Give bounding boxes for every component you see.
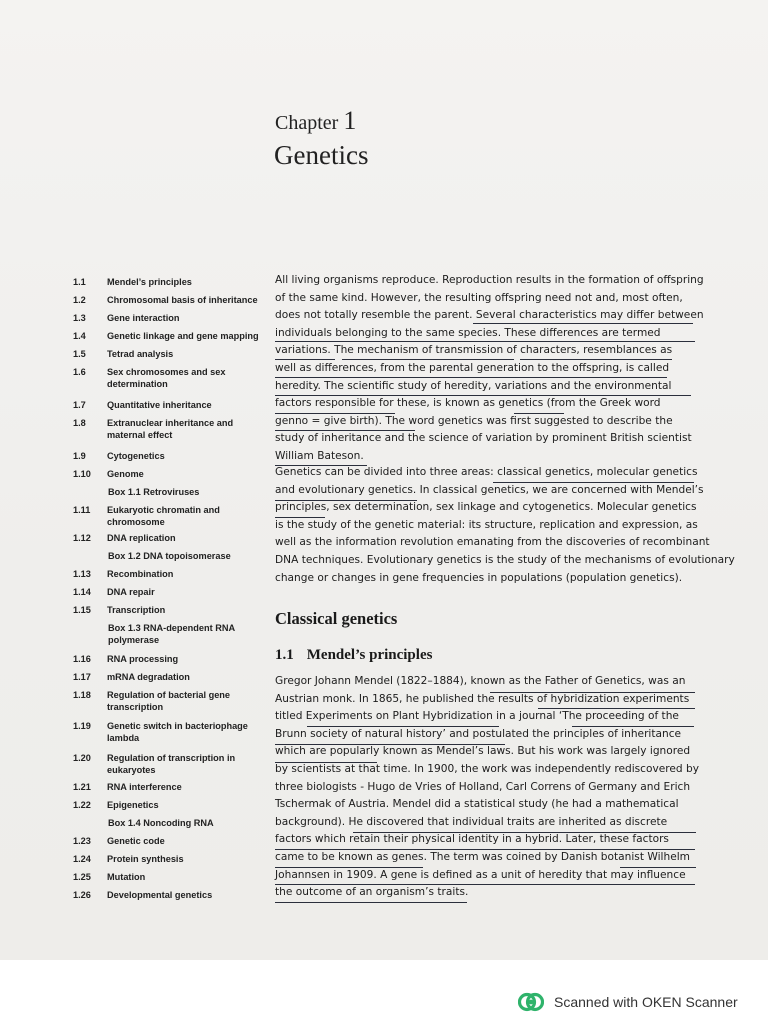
toc-item-number: 1.17 (73, 672, 91, 682)
text-line: which are popularly known as Mendel’s laws. But his work was largely ignored (275, 745, 691, 758)
toc-item-title: Sex chromosomes and sex (107, 367, 226, 377)
toc-item-title-continued: polymerase (108, 635, 160, 645)
scanner-watermark (518, 990, 738, 1014)
text-line: does not totally resemble the parent. Several characteristics may differ between (275, 309, 704, 322)
pen-underline (275, 744, 505, 745)
pen-underline (275, 884, 695, 885)
pen-underline (275, 867, 423, 868)
pen-underline (275, 517, 325, 518)
pen-underline (591, 482, 694, 483)
toc-item-number: 1.3 (73, 313, 86, 323)
intro-paragraph (275, 272, 704, 466)
toc-item-number: 1.1 (73, 277, 86, 287)
subsection-title: Mendel’s principles (306, 647, 433, 663)
toc-item-title-continued: determination (107, 379, 168, 389)
toc-item-title: RNA processing (107, 654, 179, 664)
toc-item-title: Genome (107, 469, 144, 479)
pen-underline (275, 395, 691, 396)
text-line: genno = give birth). The word genetics was first suggested to describe the (275, 414, 673, 427)
chapter-title: Genetics (274, 140, 369, 170)
toc-item-title: Box 1.1 Retroviruses (108, 487, 200, 497)
pen-underline (275, 430, 415, 431)
toc-item-title: Box 1.4 Noncoding RNA (108, 818, 214, 828)
toc-item-number: 1.23 (73, 836, 91, 846)
toc-item-number: 1.14 (73, 587, 91, 597)
text-line: study of inheritance and the science of variation by prominent British scientist (275, 432, 692, 445)
toc-item-title: Developmental genetics (107, 890, 213, 900)
toc-item-title: Genetic switch in bacteriophage (107, 721, 248, 731)
toc-item-title: Chromosomal basis of inheritance (107, 295, 258, 305)
toc-item-title: Regulation of bacterial gene (107, 690, 231, 700)
text-line: Brunn society of natural history’ and postulated the principles of inheritance (275, 727, 682, 740)
text-line: factors which retain their physical identity in a hybrid. Later, these factors (275, 833, 669, 846)
text-line: came to be known as genes. The term was coined by Danish botanist Wilhelm (275, 850, 690, 863)
text-line: change or changes in gene frequencies in populations (population genetics). (275, 571, 683, 584)
toc-item-title: Tetrad analysis (107, 349, 174, 359)
text-line: by scientists at that time. In 1900, the work was independently rediscovered by (275, 762, 699, 775)
toc-item-title: Genetic linkage and gene mapping (107, 331, 259, 341)
toc-item-title: Box 1.2 DNA topoisomerase (108, 551, 231, 561)
pen-underline (275, 413, 395, 414)
pen-underline (353, 832, 696, 833)
text-line: the outcome of an organism’s traits. (275, 886, 469, 899)
toc-item-title: Box 1.3 RNA-dependent RNA (108, 623, 236, 633)
pen-underline (275, 849, 695, 850)
toc-item-title-continued: eukaryotes (107, 765, 156, 775)
toc-item-title: Transcription (107, 605, 166, 615)
toc-item-number: 1.5 (73, 349, 86, 359)
text-line: Johannsen in 1909. A gene is defined as a unit of heredity that may influence (275, 868, 686, 881)
toc-item-number: 1.6 (73, 367, 86, 377)
toc-item-number: 1.26 (73, 890, 91, 900)
toc-item-number: 1.8 (73, 418, 86, 428)
text-line: Austrian monk. In 1865, he published the results of hybridization experiments (275, 692, 690, 705)
toc-item-number: 1.20 (73, 753, 91, 763)
toc-item-number: 1.10 (73, 469, 91, 479)
text-line: William Bateson. (275, 449, 364, 462)
text-line: individuals belonging to the same species. These differences are termed (275, 326, 661, 339)
pen-underline (275, 762, 377, 763)
text-line: heredity. The scientific study of heredity, variations and the environmental (275, 379, 672, 392)
toc-item-number: 1.11 (73, 505, 91, 515)
toc-item-number: 1.18 (73, 690, 91, 700)
subsection-heading (275, 647, 432, 664)
toc-item-title: RNA interference (107, 782, 182, 792)
pen-underline (307, 726, 499, 727)
text-line: variations. The mechanism of transmission of characters, resemblances as (275, 344, 673, 357)
text-line: background). He discovered that individual traits are inherited as discrete (275, 815, 668, 828)
toc-item-title: Quantitative inheritance (107, 400, 212, 410)
toc-item-title: Gene interaction (107, 313, 180, 323)
text-line: well as differences, from the parental generation to the offspring, is called (275, 361, 670, 374)
toc-item-number: 1.24 (73, 854, 91, 864)
toc-item-number: 1.13 (73, 569, 91, 579)
pen-underline (538, 708, 695, 709)
toc-item-number: 1.15 (73, 605, 91, 615)
text-line: of the same kind. However, the resulting offspring need not and, most often, (275, 291, 683, 304)
toc-item-title: Mutation (107, 872, 146, 882)
toc-item-number: 1.4 (73, 331, 86, 341)
toc-item-number: 1.9 (73, 451, 86, 461)
toc-item-title-continued: lambda (107, 733, 140, 743)
pen-underline (572, 726, 694, 727)
text-line: principles, sex determination, sex linkage and cytogenetics. Molecular genetics (275, 501, 697, 514)
pen-underline (342, 359, 514, 360)
toc-item-number: 1.16 (73, 654, 91, 664)
pen-underline (275, 500, 417, 501)
scanner-logo-icon (518, 991, 544, 1013)
text-line: All living organisms reproduce. Reproduction results in the formation of offspring (275, 274, 704, 286)
pen-underline (514, 413, 564, 414)
chapter-label (275, 106, 356, 136)
text-line: well as the information revolution emanating from the discoveries of recombinant (275, 536, 710, 549)
scanner-watermark-text: Scanned with OKEN Scanner (554, 994, 738, 1010)
pen-underline (275, 359, 335, 360)
subsection-number: 1.1 (275, 647, 294, 663)
toc-item-title: Protein synthesis (107, 854, 184, 864)
toc-item-title-continued: chromosome (107, 517, 165, 527)
pen-underline (275, 341, 695, 342)
toc-item-title: Eukaryotic chromatin and (107, 505, 220, 515)
text-line: Genetics can be divided into three areas: classical genetics, molecular genetics (275, 466, 698, 478)
toc-item-title: DNA repair (107, 587, 155, 597)
toc-item-number: 1.7 (73, 400, 86, 410)
pen-underline (490, 692, 695, 693)
toc-item-title: mRNA degradation (107, 672, 190, 682)
toc-item-title-continued: maternal effect (107, 430, 173, 440)
text-line: and evolutionary genetics. In classical genetics, we are concerned with Mendel’s (275, 483, 704, 496)
pen-underline (275, 465, 367, 466)
pen-underline (620, 867, 696, 868)
toc-item-title: Recombination (107, 569, 174, 579)
toc-item-number: 1.25 (73, 872, 91, 882)
chapter-word: Chapter (275, 112, 339, 134)
toc-item-title: Regulation of transcription in (107, 753, 236, 763)
text-line: Tschermak of Austria. Mendel did a statistical study (he had a mathematical (275, 798, 679, 811)
toc-item-title: Extranuclear inheritance and (107, 418, 234, 428)
toc-item-title: Epigenetics (107, 800, 159, 810)
toc-item-number: 1.12 (73, 533, 91, 543)
text-line: DNA techniques. Evolutionary genetics is the study of the mechanisms of evolutionary (275, 553, 735, 566)
text-line: titled Experiments on Plant Hybridization in a journal ‘The proceeding of the (275, 710, 679, 723)
toc-item-title: Cytogenetics (107, 451, 165, 461)
pen-underline (275, 902, 467, 903)
pen-underline (473, 323, 693, 324)
toc-item-title: Mendel’s principles (107, 277, 192, 287)
toc-item-title: Genetic code (107, 836, 165, 846)
text-line: Gregor Johann Mendel (1822–1884), known as the Father of Genetics, was an (275, 675, 686, 687)
toc-item-number: 1.22 (73, 800, 91, 810)
toc-item-title-continued: transcription (107, 702, 164, 712)
pen-underline (275, 377, 667, 378)
toc-item-number: 1.19 (73, 721, 91, 731)
toc-item-title: DNA replication (107, 533, 176, 543)
section-heading: Classical genetics (275, 609, 398, 628)
chapter-number: 1 (343, 106, 357, 135)
toc-item-number: 1.21 (73, 782, 91, 792)
text-line: is the study of the genetic material: its structure, replication and expression, as (275, 518, 698, 531)
pen-underline (520, 359, 672, 360)
text-line: three biologists - Hugo de Vries of Holland, Carl Correns of Germany and Erich (275, 780, 691, 793)
text-line: factors responsible for these, is known as genetics (from the Greek word (275, 397, 661, 410)
toc-item-number: 1.2 (73, 295, 86, 305)
